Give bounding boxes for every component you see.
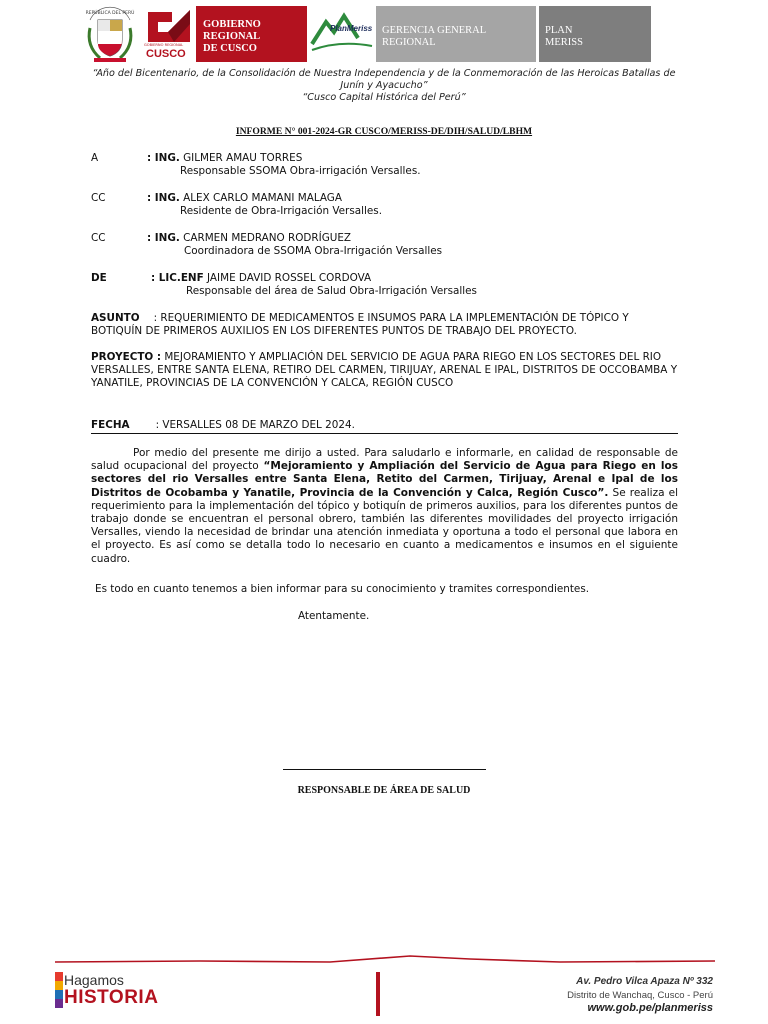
recipient-a-key: A	[91, 152, 99, 164]
plan-line-2: MERISS	[545, 37, 583, 48]
body-project-name: “Mejoramiento y Ampliación del Servicio de Agua para Riego en los sectores del rio Versalles entre Santa Elena, Retito del Carmen, Tirijuay, Arenal e Ipal de los Distritos de Ocobamba y Yanatile, Provincia de la Convención y Calca, Región Cusco”.	[91, 460, 678, 499]
plan-line-1: PLAN	[545, 25, 573, 36]
signature-label: RESPONSABLE DE ÁREA DE SALUD	[297, 785, 471, 796]
signature-line	[283, 769, 486, 770]
body-paragraph	[91, 447, 678, 566]
proyecto-text: MEJORAMIENTO Y AMPLIACIÓN DEL SERVICIO DE AGUA PARA RIEGO EN LOS SECTORES DEL RIO VERSALLES, ENTRE SANTA ELENA, RETIRO DEL CARMEN, TIRIJUAY, ARENAL E IPAL, DISTRITOS DE OCCOBAMBA Y YANATILE, PROVINCIAS DE LA CONVENCIÓN Y CALCA, REGIÓN CUSCO	[91, 351, 678, 389]
asunto-block	[91, 312, 678, 338]
official-motto	[60, 68, 708, 104]
body-intro: Por medio del presente me dirijo a usted. Para saludarlo e informarle, en calidad de responsable de salud ocupacional del proyecto	[91, 447, 678, 473]
sender-name: JAIME DAVID ROSSEL CORDOVA	[207, 272, 372, 284]
footer-decorative-line	[0, 950, 768, 970]
logo-wordmark: CUSCO	[146, 48, 186, 60]
slogan-line-2: HISTORIA	[64, 987, 159, 1008]
fecha-divider	[91, 433, 678, 434]
plan-meriss-logo	[310, 10, 374, 58]
fecha-text: : VERSALLES 08 DE MARZO DEL 2024.	[155, 419, 355, 431]
gov-line-1: GOBIERNO	[203, 19, 261, 30]
shield-caption: REPÚBLICA DEL PERÚ	[85, 11, 135, 16]
proyecto-label: PROYECTO :	[91, 351, 162, 363]
recipient-prefix: : ING.	[147, 192, 180, 204]
recipient-cc2	[147, 232, 351, 245]
gov-line-3: DE CUSCO	[203, 43, 257, 54]
footer-divider	[376, 972, 380, 1016]
recipient-cc2-role: Coordinadora de SSOMA Obra-Irrigación Versalles	[184, 245, 443, 257]
gobierno-regional-banner	[196, 6, 307, 62]
sender-role: Responsable del área de Salud Obra-Irrigación Versalles	[186, 285, 477, 297]
proyecto-block	[91, 351, 678, 390]
recipient-name: GILMER AMAU TORRES	[183, 152, 303, 164]
document-title: INFORME N° 001-2024-GR CUSCO/MERISS-DE/DIH/SALUD/LBHM	[235, 126, 533, 137]
hagamos-color-bar	[55, 972, 63, 1008]
recipient-prefix: : ING.	[147, 152, 180, 164]
recipient-name: ALEX CARLO MAMANI MALAGA	[183, 192, 342, 204]
meriss-wordmark: PlanMeriss	[330, 24, 373, 33]
asunto-text: : REQUERIMIENTO DE MEDICAMENTOS E INSUMOS PARA LA IMPLEMENTACIÓN DE TÓPICO Y BOTIQUÍN DE PRIMEROS AUXILIOS EN LOS DIFERENTES PUNTOS DE TRABAJO DEL PROYECTO.	[91, 312, 629, 337]
recipient-cc1-role: Residente de Obra-Irrigación Versalles.	[180, 205, 382, 217]
footer-address: Av. Pedro Vilca Apaza Nº 332	[576, 976, 713, 987]
sender-prefix: : LIC.ENF	[151, 272, 204, 284]
recipient-cc1	[147, 192, 342, 205]
gov-line-2: REGIONAL	[203, 31, 261, 42]
recipient-name: CARMEN MEDRANO RODRÍGUEZ	[183, 232, 352, 244]
body-rest: Se realiza el requerimiento para la implementación del tópico y botiquín de primeros auxilios, para los diferentes puntos de trabajo donde se encuentran el personal obrero, también las diferentes movilidades del proyecto irrigación Versalles, viendo la necesidad de brindar una atención inmediata y oportuna a todo el personal que labora en el proyecto. Es así como se detalla todo lo necesario en cuanto a medicamentos e insumos en el siguiente cuadro.	[91, 486, 679, 565]
gerencia-line-2: REGIONAL	[382, 37, 436, 48]
fecha-label: FECHA	[91, 419, 130, 431]
sign-off: Atentamente.	[298, 610, 370, 622]
recipient-a-role: Responsable SSOMA Obra-irrigación Versalles.	[180, 165, 421, 177]
gerencia-banner	[376, 6, 536, 62]
sender	[151, 272, 371, 285]
closing-text: Es todo en cuanto tenemos a bien informar para su conocimiento y tramites correspondientes.	[95, 583, 590, 595]
recipient-cc2-key: CC	[91, 232, 106, 244]
plan-meriss-banner	[539, 6, 651, 62]
motto-line-1: “Año del Bicentenario, de la Consolidación de Nuestra Independencia y de la Conmemoración de las Heroicas Batallas de	[92, 68, 676, 79]
recipient-a	[147, 152, 302, 165]
motto-line-2: Junín y Ayacucho”	[340, 80, 428, 91]
recipient-prefix: : ING.	[147, 232, 180, 244]
asunto-label: ASUNTO	[91, 312, 140, 324]
recipient-cc1-key: CC	[91, 192, 106, 204]
fecha-block	[91, 419, 355, 432]
slogan-line-1: Hagamos	[64, 972, 124, 988]
footer-district: Distrito de Wanchaq, Cusco - Perú	[567, 990, 713, 1001]
sender-key: DE	[91, 272, 107, 284]
gerencia-line-1: GERENCIA GENERAL	[382, 25, 487, 36]
logo-subtitle: GOBIERNO REGIONAL	[144, 43, 184, 47]
peru-shield-logo	[80, 6, 140, 64]
cusco-regional-logo	[144, 6, 194, 62]
footer-website-link[interactable]: www.gob.pe/planmeriss	[587, 1002, 713, 1014]
motto-line-3: “Cusco Capital Histórica del Perú”	[302, 92, 466, 103]
